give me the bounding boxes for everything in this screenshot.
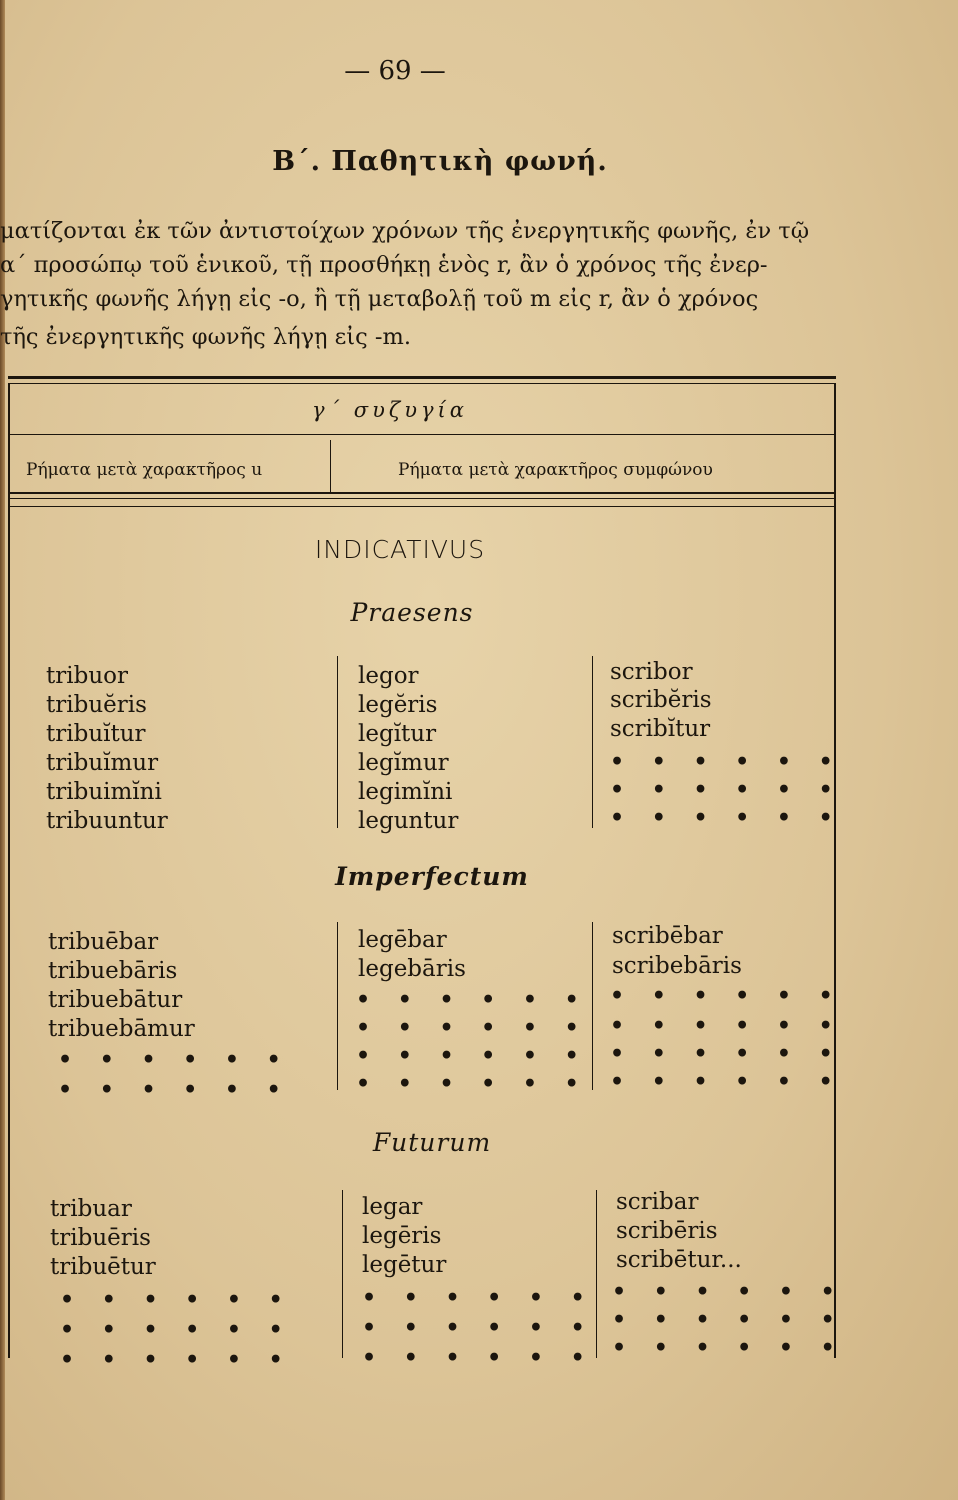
verb-form: legēbar	[358, 927, 447, 953]
column-header-u: Ρήματα μετὰ χαρακτῆρος u	[26, 460, 263, 480]
omission-dots: • • • • • •	[610, 777, 843, 803]
column-divider	[596, 1190, 597, 1358]
verb-form: tribuebāris	[48, 958, 178, 984]
column-divider	[592, 922, 593, 1090]
tense-heading-futurum: Futurum	[372, 1128, 492, 1157]
verb-form: tribuebāmur	[48, 1016, 195, 1042]
verb-form: legebāris	[358, 956, 466, 982]
verb-form: legar	[362, 1194, 423, 1220]
verb-form: scribebāris	[612, 953, 742, 979]
verb-form: tribuĕris	[46, 692, 147, 718]
verb-form: legĭmur	[358, 750, 449, 776]
header-divider	[330, 440, 331, 492]
column-divider	[342, 1190, 343, 1358]
intro-line: γητικῆς φωνῆς λήγῃ εἰς -o, ἢ τῇ μεταβολῇ τοῦ m εἰς r, ἂν ὁ χρόνος	[0, 286, 759, 312]
verb-form: tribuēbar	[48, 929, 159, 955]
omission-dots: • • • • • •	[356, 1043, 589, 1069]
omission-dots: • • • • • •	[612, 1335, 845, 1361]
verb-form: scribētur...	[616, 1247, 742, 1273]
omission-dots: • • • • • •	[58, 1077, 291, 1103]
table-top-rule-thin	[8, 383, 836, 384]
tense-heading-imperfectum: Imperfectum	[335, 862, 529, 891]
omission-dots: • • • • • •	[610, 983, 843, 1009]
verb-form: scribor	[610, 659, 693, 685]
omission-dots: • • • • • •	[610, 1041, 843, 1067]
omission-dots: • • • • • •	[60, 1347, 293, 1373]
table-left-border	[8, 383, 10, 1358]
header-rule-thin	[8, 498, 836, 499]
verb-form: tribuĭmur	[46, 750, 159, 776]
verb-form: tribuebātur	[48, 987, 183, 1013]
tense-heading-praesens: Praesens	[350, 598, 474, 627]
omission-dots: • • • • • •	[362, 1285, 595, 1311]
mood-heading: INDICATIVUS	[314, 535, 486, 564]
omission-dots: • • • • • •	[612, 1307, 845, 1333]
omission-dots: • • • • • •	[362, 1345, 595, 1371]
verb-form: legētur	[362, 1252, 447, 1278]
omission-dots: • • • • • •	[610, 1069, 843, 1095]
verb-form: tribuēris	[50, 1225, 151, 1251]
column-divider	[592, 656, 593, 828]
omission-dots: • • • • • •	[612, 1279, 845, 1305]
verb-form: legimĭni	[358, 779, 453, 805]
verb-form: scribĭtur	[610, 716, 711, 742]
column-divider	[337, 656, 338, 828]
omission-dots: • • • • • •	[356, 1071, 589, 1097]
omission-dots: • • • • • •	[610, 749, 843, 775]
omission-dots: • • • • • •	[356, 987, 589, 1013]
page-number: — 69 —	[344, 56, 446, 86]
verb-form: legēris	[362, 1223, 442, 1249]
section-title: Β΄. Παθητικὴ φωνή.	[272, 146, 608, 177]
omission-dots: • • • • • •	[58, 1047, 291, 1073]
verb-form: scribēbar	[612, 923, 723, 949]
table-top-rule	[8, 376, 836, 379]
conjugation-title: γ΄ συζυγία	[312, 398, 468, 422]
verb-form: tribuĭtur	[46, 721, 146, 747]
verb-form: tribuimĭni	[46, 779, 162, 805]
table-right-border	[834, 383, 836, 1358]
omission-dots: • • • • • •	[60, 1317, 293, 1343]
title-underline	[8, 434, 836, 435]
verb-form: tribuētur	[50, 1254, 156, 1280]
omission-dots: • • • • • •	[610, 1013, 843, 1039]
verb-form: leguntur	[358, 808, 459, 834]
verb-form: tribuuntur	[46, 808, 168, 834]
verb-form: tribuor	[46, 663, 128, 689]
omission-dots: • • • • • •	[60, 1287, 293, 1313]
verb-form: legor	[358, 663, 419, 689]
verb-form: scribēris	[616, 1218, 718, 1244]
verb-form: legĭtur	[358, 721, 437, 747]
column-header-consonant: Ρήματα μετὰ χαρακτῆρος συμφώνου	[398, 460, 713, 480]
verb-form: tribuar	[50, 1196, 132, 1222]
column-divider	[337, 922, 338, 1090]
omission-dots: • • • • • •	[362, 1315, 595, 1341]
omission-dots: • • • • • •	[356, 1015, 589, 1041]
header-rule	[8, 492, 836, 494]
verb-form: scribĕris	[610, 687, 712, 713]
header-rule-lower	[8, 506, 836, 507]
omission-dots: • • • • • •	[610, 805, 843, 831]
verb-form: legĕris	[358, 692, 438, 718]
intro-line: τῆς ἐνεργητικῆς φωνῆς λήγῃ εἰς -m.	[0, 324, 411, 350]
intro-line: α΄ προσώπῳ τοῦ ἑνικοῦ, τῇ προσθήκῃ ἑνὸς r, ἂν ὁ χρόνος τῆς ἐνερ-	[0, 252, 768, 278]
verb-form: scribar	[616, 1189, 699, 1215]
intro-line: ματίζονται ἐκ τῶν ἀντιστοίχων χρόνων τῆς ἐνεργητικῆς φωνῆς, ἐν τῷ	[0, 218, 810, 244]
